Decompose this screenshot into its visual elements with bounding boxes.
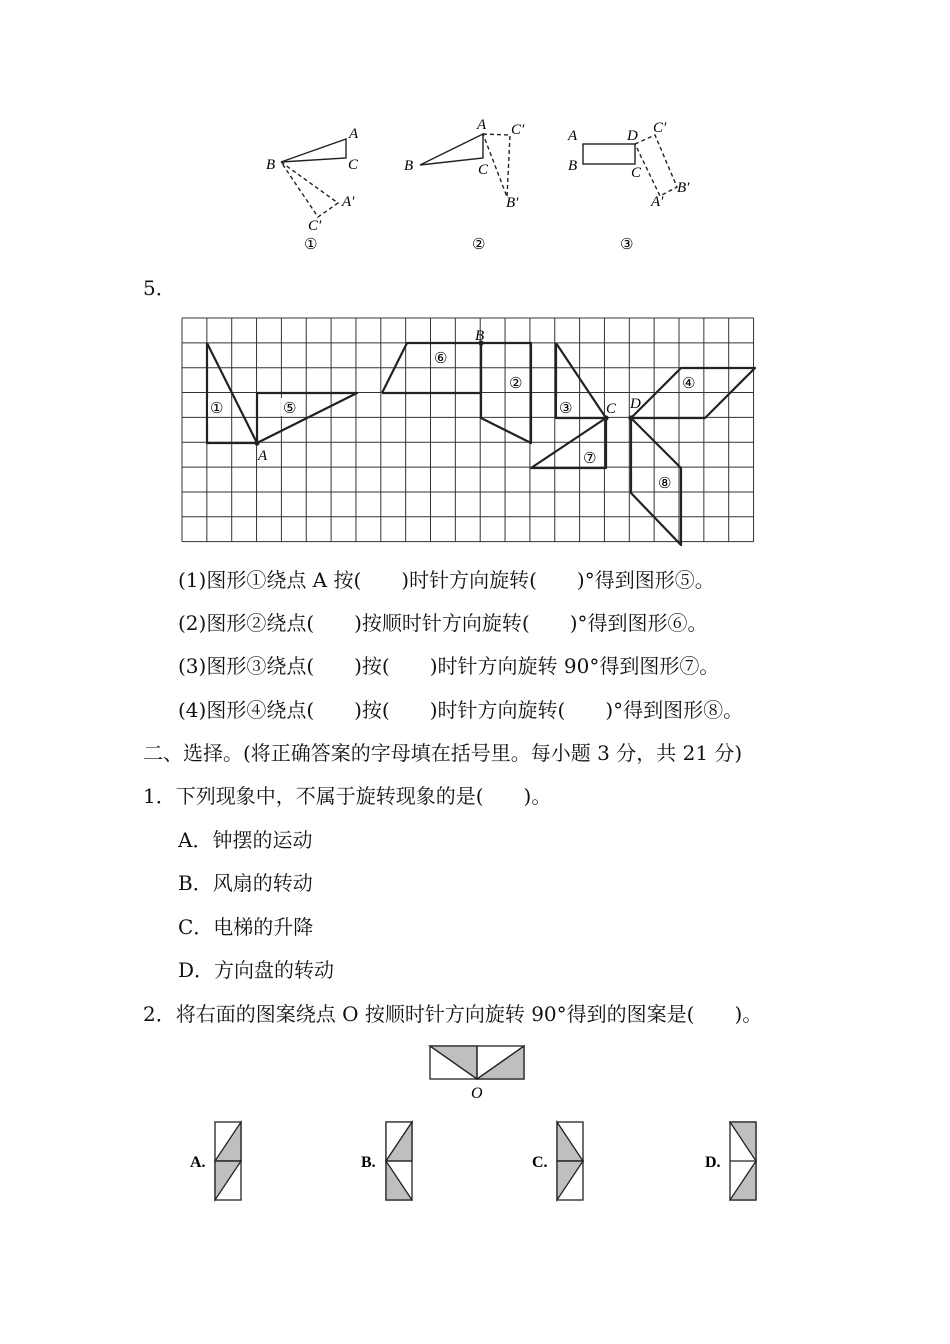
fig3-label-c: C	[631, 165, 642, 181]
fig3-label-b: B	[568, 158, 578, 174]
q5-item-3: (3)图形③绕点( )按( )时针方向旋转 90°得到图形⑦。	[178, 654, 720, 678]
s2-q1-option-c: C．电梯的升降	[178, 915, 314, 939]
q2-option-b-label: B.	[361, 1154, 376, 1171]
fig1-label-a: A	[349, 126, 359, 142]
fig3-label-c-prime: C′	[653, 120, 667, 136]
grid-point-b-label: B	[475, 328, 485, 344]
s2-q1-option-a: A．钟摆的运动	[178, 828, 313, 852]
fig2-label-a: A	[477, 117, 487, 133]
q2-point-o-label: O	[471, 1085, 483, 1102]
fig3-label-b-prime: B′	[677, 180, 690, 196]
grid-shape-7-label: ⑦	[583, 449, 597, 467]
grid-shape-3-label: ③	[559, 399, 573, 417]
fig1-label-c: C	[348, 157, 359, 173]
q5-grid-figure	[170, 310, 770, 555]
fig3-label-d: D	[627, 128, 638, 144]
s2-q1-stem: 1．下列现象中，不属于旋转现象的是( )。	[143, 784, 552, 808]
grid-shape-8-label: ⑧	[658, 474, 672, 492]
grid-shape-1-label: ①	[210, 399, 224, 417]
q2-option-d-label: D.	[705, 1154, 721, 1171]
fig2-number: ②	[472, 235, 486, 253]
grid-point-d-label: D	[630, 396, 641, 412]
top-rotation-figures	[0, 0, 950, 270]
q5-number: 5．	[143, 276, 176, 300]
fig2-label-b-prime: B′	[506, 195, 519, 211]
q2-option-c	[527, 1118, 592, 1203]
grid-shape-6-label: ⑥	[434, 349, 448, 367]
q2-option-d	[700, 1118, 765, 1203]
s2-q2-stem: 2．将右面的图案绕点 O 按顺时针方向旋转 90°得到的图案是( )。	[143, 1002, 763, 1026]
fig2-label-c: C	[478, 162, 489, 178]
fig1-label-b: B	[266, 157, 276, 173]
grid-shape-4-label: ④	[682, 374, 696, 392]
q5-item-2: (2)图形②绕点( )按顺时针方向旋转( )°得到图形⑥。	[178, 611, 708, 635]
q2-option-c-label: C.	[532, 1154, 548, 1171]
fig3-label-a: A	[568, 128, 578, 144]
fig1-number: ①	[304, 235, 318, 253]
fig1-label-c-prime: C′	[308, 218, 322, 234]
fig2-label-c-prime: C′	[511, 122, 525, 138]
fig2-label-b: B	[404, 158, 414, 174]
section2-heading: 二、选择。(将正确答案的字母填在括号里。每小题 3 分，共 21 分)	[143, 741, 743, 765]
q5-item-1: (1)图形①绕点 A 按( )时针方向旋转( )°得到图形⑤。	[178, 568, 715, 592]
grid-shape-2-label: ②	[509, 374, 523, 392]
s2-q1-option-b: B．风扇的转动	[178, 871, 313, 895]
q2-option-b	[356, 1118, 421, 1203]
fig1-label-a-prime: A′	[342, 194, 355, 210]
q2-option-a-label: A.	[190, 1154, 206, 1171]
fig3-number: ③	[620, 235, 634, 253]
s2-q1-option-d: D．方向盘的转动	[178, 958, 335, 982]
q2-option-a	[185, 1118, 250, 1203]
grid-point-a-label: A	[258, 448, 268, 464]
fig3-label-a-prime: A′	[651, 194, 664, 210]
grid-point-c-label: C	[606, 401, 617, 417]
grid-shape-5-label: ⑤	[283, 399, 297, 417]
q5-item-4: (4)图形④绕点( )按( )时针方向旋转( )°得到图形⑧。	[178, 698, 744, 722]
q2-original-pattern	[420, 1040, 535, 1105]
